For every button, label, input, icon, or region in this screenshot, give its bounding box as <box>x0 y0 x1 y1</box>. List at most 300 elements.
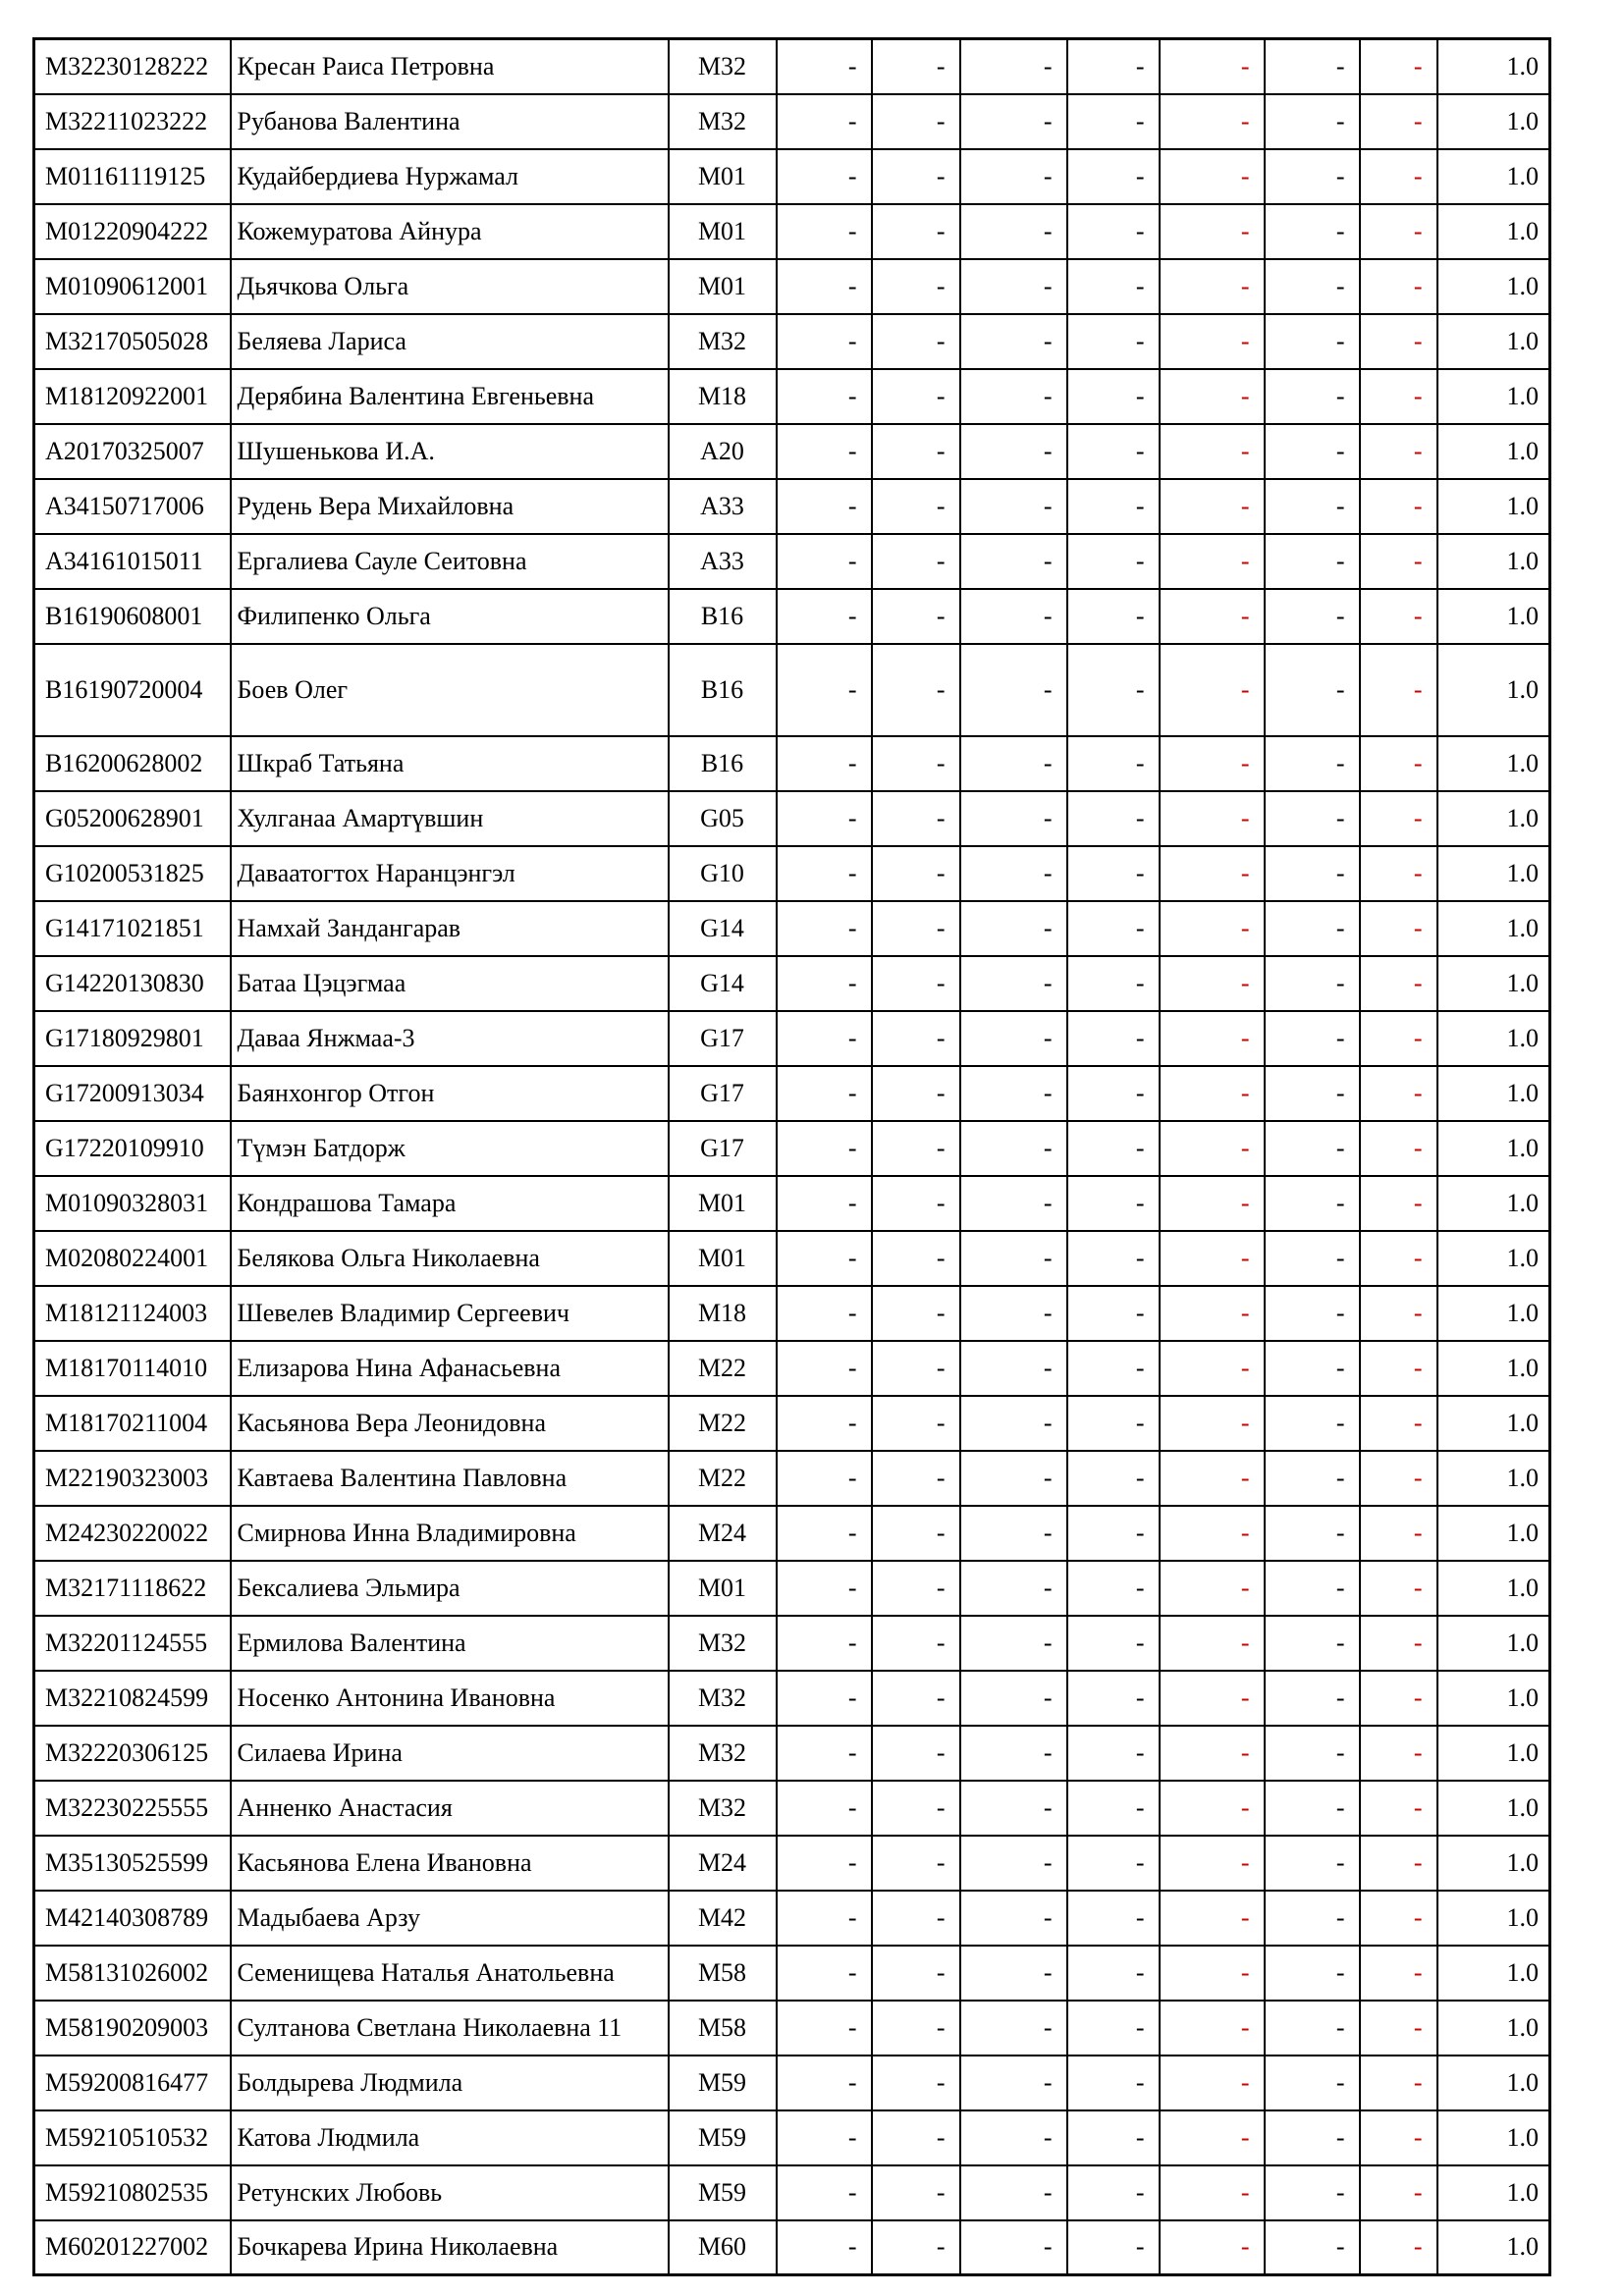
participant-name-cell: Кожемуратова Айнура <box>231 204 669 259</box>
score-cell: 1.0 <box>1437 736 1550 791</box>
participant-id-cell: M32170505028 <box>34 314 231 369</box>
group-code-cell: M22 <box>669 1341 777 1396</box>
mark-cell: - <box>1160 1451 1265 1506</box>
mark-cell: - <box>872 1726 960 1781</box>
results-table <box>32 37 1551 2276</box>
group-code-cell: M01 <box>669 259 777 314</box>
mark-cell: - <box>1160 1341 1265 1396</box>
participant-name-cell: Түмэн Батдорж <box>231 1121 669 1176</box>
group-code-cell: M32 <box>669 314 777 369</box>
mark-cell: - <box>1160 736 1265 791</box>
score-cell: 1.0 <box>1437 534 1550 589</box>
mark-cell: - <box>1067 479 1160 534</box>
mark-cell: - <box>872 39 960 94</box>
mark-cell: - <box>1067 1616 1160 1671</box>
participant-id-cell: B16200628002 <box>34 736 231 791</box>
participant-name-cell: Намхай Зандангарав <box>231 901 669 956</box>
participant-id-cell: M01090328031 <box>34 1176 231 1231</box>
mark-cell: - <box>1160 259 1265 314</box>
table-row <box>34 259 1550 314</box>
mark-cell: - <box>1067 2165 1160 2220</box>
mark-cell: - <box>1067 589 1160 644</box>
mark-cell: - <box>960 791 1067 846</box>
participant-id-cell: G14220130830 <box>34 956 231 1011</box>
participant-id-cell: M58131026002 <box>34 1946 231 2001</box>
group-code-cell: A33 <box>669 534 777 589</box>
table-row <box>34 2056 1550 2110</box>
mark-cell: - <box>872 1781 960 1836</box>
participant-name-cell: Филипенко Ольга <box>231 589 669 644</box>
mark-cell: - <box>1067 1066 1160 1121</box>
participant-id-cell: M01220904222 <box>34 204 231 259</box>
mark-cell: - <box>872 2056 960 2110</box>
participant-name-cell: Шевелев Владимир Сергеевич <box>231 1286 669 1341</box>
mark-cell: - <box>872 956 960 1011</box>
score-cell: 1.0 <box>1437 1671 1550 1726</box>
mark-cell: - <box>1360 314 1437 369</box>
mark-cell: - <box>1265 1616 1360 1671</box>
participant-id-cell: A34150717006 <box>34 479 231 534</box>
participant-id-cell: B16190720004 <box>34 644 231 736</box>
mark-cell: - <box>872 424 960 479</box>
mark-cell: - <box>960 1506 1067 1561</box>
participant-name-cell: Белякова Ольга Николаевна <box>231 1231 669 1286</box>
group-code-cell: G17 <box>669 1121 777 1176</box>
mark-cell: - <box>1067 736 1160 791</box>
mark-cell: - <box>1265 479 1360 534</box>
mark-cell: - <box>872 1286 960 1341</box>
results-table-body <box>34 39 1550 2275</box>
mark-cell: - <box>777 369 872 424</box>
mark-cell: - <box>960 956 1067 1011</box>
mark-cell: - <box>777 1506 872 1561</box>
mark-cell: - <box>1160 1066 1265 1121</box>
mark-cell: - <box>1160 901 1265 956</box>
mark-cell: - <box>1067 2056 1160 2110</box>
mark-cell: - <box>1360 1066 1437 1121</box>
mark-cell: - <box>1360 2001 1437 2056</box>
mark-cell: - <box>1265 2220 1360 2275</box>
mark-cell: - <box>872 846 960 901</box>
table-row <box>34 901 1550 956</box>
participant-name-cell: Болдырева Людмила <box>231 2056 669 2110</box>
mark-cell: - <box>1360 1011 1437 1066</box>
mark-cell: - <box>1067 1671 1160 1726</box>
participant-name-cell: Анненко Анастасия <box>231 1781 669 1836</box>
mark-cell: - <box>1160 369 1265 424</box>
mark-cell: - <box>1265 1396 1360 1451</box>
mark-cell: - <box>960 314 1067 369</box>
mark-cell: - <box>1160 956 1265 1011</box>
mark-cell: - <box>1360 1616 1437 1671</box>
table-row <box>34 736 1550 791</box>
score-cell: 1.0 <box>1437 2220 1550 2275</box>
mark-cell: - <box>777 1231 872 1286</box>
mark-cell: - <box>1360 1121 1437 1176</box>
score-cell: 1.0 <box>1437 1891 1550 1946</box>
mark-cell: - <box>1160 1781 1265 1836</box>
mark-cell: - <box>960 1121 1067 1176</box>
mark-cell: - <box>1265 2165 1360 2220</box>
score-cell: 1.0 <box>1437 1066 1550 1121</box>
mark-cell: - <box>777 1396 872 1451</box>
mark-cell: - <box>1160 2110 1265 2165</box>
mark-cell: - <box>872 2110 960 2165</box>
mark-cell: - <box>1160 314 1265 369</box>
mark-cell: - <box>1160 39 1265 94</box>
mark-cell: - <box>777 644 872 736</box>
mark-cell: - <box>1265 424 1360 479</box>
mark-cell: - <box>1067 39 1160 94</box>
group-code-cell: A33 <box>669 479 777 534</box>
mark-cell: - <box>872 2165 960 2220</box>
mark-cell: - <box>777 2165 872 2220</box>
mark-cell: - <box>777 2001 872 2056</box>
group-code-cell: M59 <box>669 2165 777 2220</box>
table-row <box>34 1726 1550 1781</box>
participant-id-cell: G14171021851 <box>34 901 231 956</box>
participant-name-cell: Рубанова Валентина <box>231 94 669 149</box>
table-row <box>34 479 1550 534</box>
mark-cell: - <box>960 846 1067 901</box>
participant-name-cell: Бексалиева Эльмира <box>231 1561 669 1616</box>
mark-cell: - <box>960 901 1067 956</box>
score-cell: 1.0 <box>1437 791 1550 846</box>
mark-cell: - <box>1067 1946 1160 2001</box>
participant-id-cell: G05200628901 <box>34 791 231 846</box>
table-row <box>34 94 1550 149</box>
mark-cell: - <box>777 534 872 589</box>
table-row <box>34 314 1550 369</box>
mark-cell: - <box>1160 1836 1265 1891</box>
group-code-cell: G05 <box>669 791 777 846</box>
mark-cell: - <box>872 1451 960 1506</box>
mark-cell: - <box>1360 791 1437 846</box>
participant-id-cell: M18170211004 <box>34 1396 231 1451</box>
score-cell: 1.0 <box>1437 479 1550 534</box>
group-code-cell: G14 <box>669 901 777 956</box>
mark-cell: - <box>1265 369 1360 424</box>
mark-cell: - <box>1265 314 1360 369</box>
participant-id-cell: G17220109910 <box>34 1121 231 1176</box>
mark-cell: - <box>960 2165 1067 2220</box>
table-row <box>34 39 1550 94</box>
mark-cell: - <box>1160 1176 1265 1231</box>
mark-cell: - <box>960 369 1067 424</box>
participant-id-cell: M32220306125 <box>34 1726 231 1781</box>
mark-cell: - <box>1067 314 1160 369</box>
mark-cell: - <box>1067 259 1160 314</box>
mark-cell: - <box>1360 1946 1437 2001</box>
mark-cell: - <box>872 1121 960 1176</box>
mark-cell: - <box>777 1781 872 1836</box>
mark-cell: - <box>1160 1231 1265 1286</box>
score-cell: 1.0 <box>1437 1176 1550 1231</box>
mark-cell: - <box>1360 2165 1437 2220</box>
group-code-cell: M22 <box>669 1396 777 1451</box>
mark-cell: - <box>1360 479 1437 534</box>
mark-cell: - <box>872 314 960 369</box>
table-row <box>34 204 1550 259</box>
participant-id-cell: M24230220022 <box>34 1506 231 1561</box>
mark-cell: - <box>872 1836 960 1891</box>
mark-cell: - <box>1360 1836 1437 1891</box>
participant-name-cell: Султанова Светлана Николаевна 11 <box>231 2001 669 2056</box>
participant-name-cell: Смирнова Инна Владимировна <box>231 1506 669 1561</box>
mark-cell: - <box>1160 1891 1265 1946</box>
mark-cell: - <box>1265 736 1360 791</box>
mark-cell: - <box>1067 1286 1160 1341</box>
mark-cell: - <box>777 589 872 644</box>
mark-cell: - <box>872 1066 960 1121</box>
participant-id-cell: M18121124003 <box>34 1286 231 1341</box>
mark-cell: - <box>1360 1781 1437 1836</box>
participant-id-cell: M42140308789 <box>34 1891 231 1946</box>
mark-cell: - <box>777 424 872 479</box>
participant-id-cell: M59210510532 <box>34 2110 231 2165</box>
participant-id-cell: A20170325007 <box>34 424 231 479</box>
mark-cell: - <box>960 39 1067 94</box>
participant-name-cell: Касьянова Елена Ивановна <box>231 1836 669 1891</box>
score-cell: 1.0 <box>1437 1286 1550 1341</box>
participant-name-cell: Ергалиева Сауле Сеитовна <box>231 534 669 589</box>
group-code-cell: M01 <box>669 149 777 204</box>
group-code-cell: M32 <box>669 1781 777 1836</box>
mark-cell: - <box>1360 534 1437 589</box>
mark-cell: - <box>1265 1451 1360 1506</box>
mark-cell: - <box>1360 736 1437 791</box>
group-code-cell: M01 <box>669 1561 777 1616</box>
mark-cell: - <box>1067 644 1160 736</box>
table-row <box>34 1946 1550 2001</box>
mark-cell: - <box>1360 94 1437 149</box>
score-cell: 1.0 <box>1437 94 1550 149</box>
mark-cell: - <box>777 736 872 791</box>
score-cell: 1.0 <box>1437 259 1550 314</box>
mark-cell: - <box>777 1176 872 1231</box>
table-row <box>34 534 1550 589</box>
mark-cell: - <box>1265 1231 1360 1286</box>
group-code-cell: M42 <box>669 1891 777 1946</box>
mark-cell: - <box>960 2056 1067 2110</box>
score-cell: 1.0 <box>1437 314 1550 369</box>
mark-cell: - <box>1265 1011 1360 1066</box>
mark-cell: - <box>960 1011 1067 1066</box>
score-cell: 1.0 <box>1437 1451 1550 1506</box>
mark-cell: - <box>1160 791 1265 846</box>
mark-cell: - <box>872 1011 960 1066</box>
mark-cell: - <box>960 2110 1067 2165</box>
mark-cell: - <box>872 2001 960 2056</box>
mark-cell: - <box>777 1341 872 1396</box>
mark-cell: - <box>1160 2001 1265 2056</box>
group-code-cell: M58 <box>669 1946 777 2001</box>
mark-cell: - <box>777 1946 872 2001</box>
mark-cell: - <box>960 204 1067 259</box>
mark-cell: - <box>872 1891 960 1946</box>
mark-cell: - <box>1265 259 1360 314</box>
mark-cell: - <box>872 1396 960 1451</box>
mark-cell: - <box>1160 644 1265 736</box>
table-row <box>34 589 1550 644</box>
score-cell: 1.0 <box>1437 956 1550 1011</box>
mark-cell: - <box>777 1121 872 1176</box>
participant-name-cell: Семенищева Наталья Анатольевна <box>231 1946 669 2001</box>
mark-cell: - <box>1360 259 1437 314</box>
group-code-cell: A20 <box>669 424 777 479</box>
table-row <box>34 369 1550 424</box>
mark-cell: - <box>1360 1726 1437 1781</box>
mark-cell: - <box>1067 94 1160 149</box>
participant-name-cell: Даваа Янжмаа-3 <box>231 1011 669 1066</box>
group-code-cell: M22 <box>669 1451 777 1506</box>
participant-name-cell: Носенко Антонина Ивановна <box>231 1671 669 1726</box>
score-cell: 1.0 <box>1437 424 1550 479</box>
score-cell: 1.0 <box>1437 1561 1550 1616</box>
mark-cell: - <box>777 479 872 534</box>
mark-cell: - <box>1160 846 1265 901</box>
mark-cell: - <box>1360 369 1437 424</box>
mark-cell: - <box>872 259 960 314</box>
mark-cell: - <box>1067 1506 1160 1561</box>
mark-cell: - <box>1360 2056 1437 2110</box>
group-code-cell: M59 <box>669 2110 777 2165</box>
group-code-cell: M01 <box>669 1231 777 1286</box>
mark-cell: - <box>1265 1286 1360 1341</box>
mark-cell: - <box>872 1671 960 1726</box>
mark-cell: - <box>777 1011 872 1066</box>
participant-name-cell: Ретунских Любовь <box>231 2165 669 2220</box>
mark-cell: - <box>960 2220 1067 2275</box>
participant-id-cell: M32211023222 <box>34 94 231 149</box>
mark-cell: - <box>1160 149 1265 204</box>
mark-cell: - <box>777 2220 872 2275</box>
mark-cell: - <box>960 1836 1067 1891</box>
mark-cell: - <box>777 149 872 204</box>
mark-cell: - <box>1360 644 1437 736</box>
score-cell: 1.0 <box>1437 149 1550 204</box>
participant-id-cell: M01161119125 <box>34 149 231 204</box>
mark-cell: - <box>1360 1671 1437 1726</box>
mark-cell: - <box>1265 1781 1360 1836</box>
mark-cell: - <box>1265 2110 1360 2165</box>
mark-cell: - <box>872 901 960 956</box>
score-cell: 1.0 <box>1437 1506 1550 1561</box>
mark-cell: - <box>1265 901 1360 956</box>
mark-cell: - <box>960 1891 1067 1946</box>
mark-cell: - <box>777 2056 872 2110</box>
mark-cell: - <box>1160 1671 1265 1726</box>
mark-cell: - <box>777 204 872 259</box>
mark-cell: - <box>777 1561 872 1616</box>
group-code-cell: M32 <box>669 1726 777 1781</box>
group-code-cell: M01 <box>669 204 777 259</box>
mark-cell: - <box>960 1341 1067 1396</box>
mark-cell: - <box>960 1946 1067 2001</box>
table-row <box>34 956 1550 1011</box>
mark-cell: - <box>960 1066 1067 1121</box>
mark-cell: - <box>1360 846 1437 901</box>
mark-cell: - <box>1265 534 1360 589</box>
table-row <box>34 2165 1550 2220</box>
table-row <box>34 1781 1550 1836</box>
group-code-cell: M32 <box>669 1616 777 1671</box>
participant-id-cell: M32210824599 <box>34 1671 231 1726</box>
mark-cell: - <box>1360 1506 1437 1561</box>
participant-id-cell: B16190608001 <box>34 589 231 644</box>
score-cell: 1.0 <box>1437 2001 1550 2056</box>
mark-cell: - <box>1067 1561 1160 1616</box>
mark-cell: - <box>960 1616 1067 1671</box>
mark-cell: - <box>1160 589 1265 644</box>
participant-name-cell: Мадыбаева Арзу <box>231 1891 669 1946</box>
participant-id-cell: G17200913034 <box>34 1066 231 1121</box>
score-cell: 1.0 <box>1437 644 1550 736</box>
mark-cell: - <box>872 1176 960 1231</box>
mark-cell: - <box>1265 589 1360 644</box>
mark-cell: - <box>1360 39 1437 94</box>
participant-name-cell: Шушенькова И.А. <box>231 424 669 479</box>
score-cell: 1.0 <box>1437 1231 1550 1286</box>
participant-id-cell: M18120922001 <box>34 369 231 424</box>
mark-cell: - <box>960 1451 1067 1506</box>
table-row <box>34 644 1550 736</box>
mark-cell: - <box>1067 956 1160 1011</box>
mark-cell: - <box>1067 1836 1160 1891</box>
mark-cell: - <box>960 1561 1067 1616</box>
mark-cell: - <box>1265 1121 1360 1176</box>
mark-cell: - <box>1160 1396 1265 1451</box>
table-row <box>34 1176 1550 1231</box>
table-row <box>34 2110 1550 2165</box>
mark-cell: - <box>1067 149 1160 204</box>
participant-name-cell: Елизарова Нина Афанасьевна <box>231 1341 669 1396</box>
participant-id-cell: M02080224001 <box>34 1231 231 1286</box>
mark-cell: - <box>1360 1451 1437 1506</box>
score-cell: 1.0 <box>1437 1616 1550 1671</box>
mark-cell: - <box>872 791 960 846</box>
participant-name-cell: Батаа Цэцэгмаа <box>231 956 669 1011</box>
mark-cell: - <box>872 1231 960 1286</box>
mark-cell: - <box>1265 39 1360 94</box>
participant-name-cell: Хулганаа Амартүвшин <box>231 791 669 846</box>
table-row <box>34 1341 1550 1396</box>
mark-cell: - <box>1265 1836 1360 1891</box>
mark-cell: - <box>777 1286 872 1341</box>
mark-cell: - <box>960 1396 1067 1451</box>
group-code-cell: M01 <box>669 1176 777 1231</box>
mark-cell: - <box>777 1451 872 1506</box>
mark-cell: - <box>1265 1891 1360 1946</box>
mark-cell: - <box>777 94 872 149</box>
mark-cell: - <box>777 846 872 901</box>
mark-cell: - <box>777 2110 872 2165</box>
mark-cell: - <box>1067 791 1160 846</box>
mark-cell: - <box>960 424 1067 479</box>
group-code-cell: M59 <box>669 2056 777 2110</box>
participant-id-cell: M22190323003 <box>34 1451 231 1506</box>
mark-cell: - <box>1067 534 1160 589</box>
mark-cell: - <box>1067 1121 1160 1176</box>
mark-cell: - <box>777 791 872 846</box>
mark-cell: - <box>960 1176 1067 1231</box>
participant-id-cell: A34161015011 <box>34 534 231 589</box>
mark-cell: - <box>1160 1121 1265 1176</box>
score-cell: 1.0 <box>1437 1726 1550 1781</box>
participant-name-cell: Кондрашова Тамара <box>231 1176 669 1231</box>
table-row <box>34 1506 1550 1561</box>
participant-name-cell: Баянхонгор Отгон <box>231 1066 669 1121</box>
